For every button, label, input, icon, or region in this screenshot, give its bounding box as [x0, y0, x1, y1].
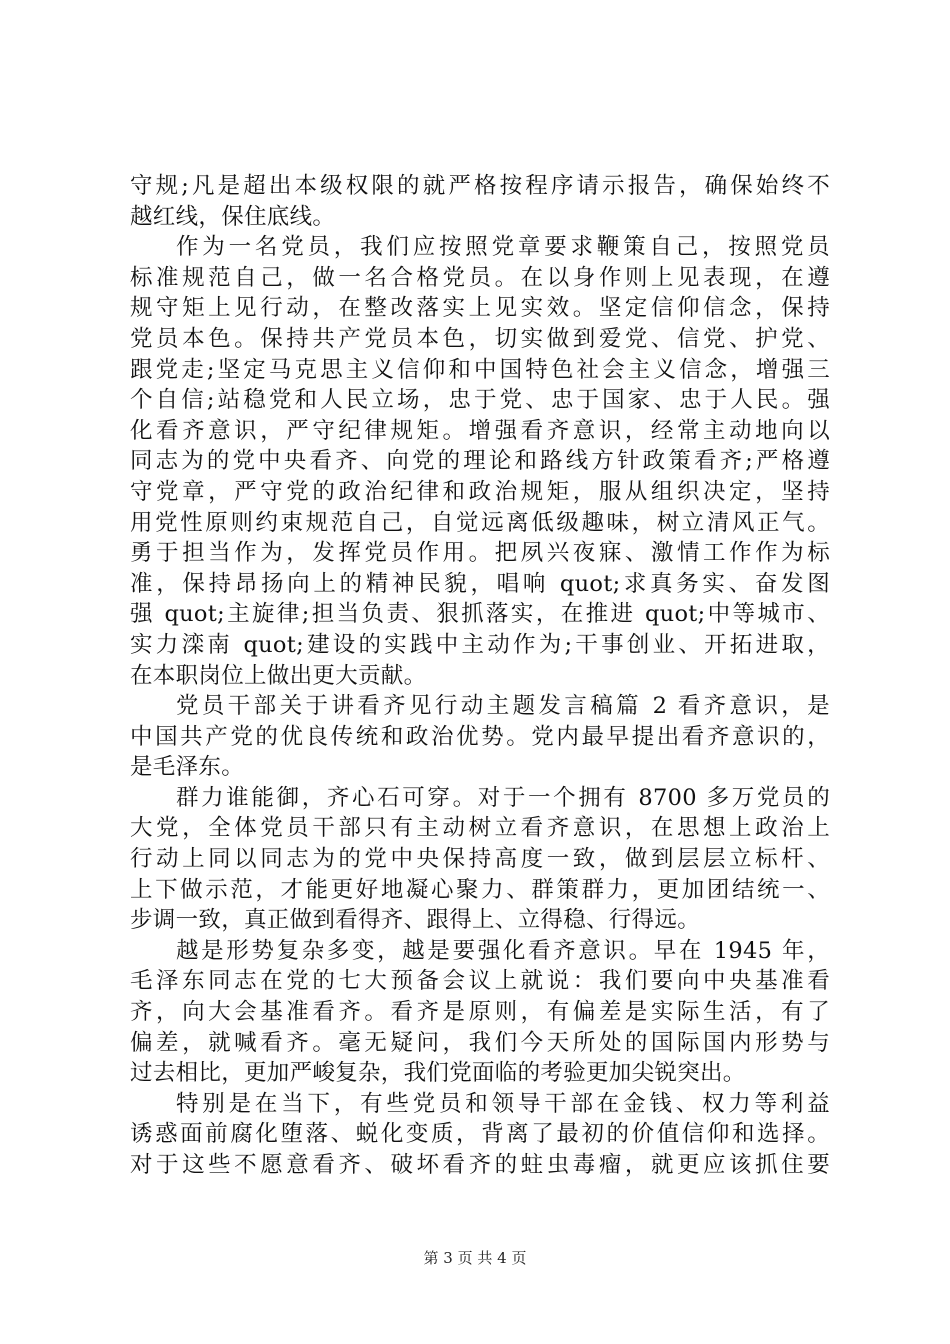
page-footer: 第 3 页 共 4 页 — [423, 1249, 527, 1267]
text-line: 准，保持昂扬向上的精神民貌，唱响 quot;求真务实、奋发图 — [130, 570, 830, 597]
text-line: 是毛泽东。 — [130, 754, 245, 781]
text-line: 过去相比，更加严峻复杂，我们党面临的考验更加尖锐突出。 — [130, 1060, 746, 1087]
text-line: 作为一名党员，我们应按照党章要求鞭策自己，按照党员 — [176, 234, 830, 261]
text-line: 群力谁能御，齐心石可穿。对于一个拥有 8700 多万党员的 — [176, 784, 830, 811]
text-line: 越红线，保住底线。 — [130, 203, 336, 230]
text-line: 偏差，就喊看齐。毫无疑问，我们今天所处的国际国内形势与 — [130, 1029, 830, 1056]
text-line: 中国共产党的优良传统和政治优势。党内最早提出看齐意识的， — [130, 723, 830, 750]
text-line: 标准规范自己，做一名合格党员。在以身作则上见表现，在遵 — [130, 264, 830, 291]
text-line: 强 quot;主旋律;担当负责、狠抓落实，在推进 quot;中等城市、 — [130, 601, 830, 628]
text-line: 党员干部关于讲看齐见行动主题发言稿篇 2 看齐意识，是 — [176, 693, 830, 720]
text-line: 在本职岗位上做出更大贡献。 — [130, 662, 427, 689]
text-line: 勇于担当作为，发挥党员作用。把夙兴夜寐、激情工作作为标 — [130, 540, 830, 567]
text-line: 用党性原则约束规范自己，自觉远离低级趣味，树立清风正气。 — [130, 509, 830, 536]
text-line: 化看齐意识，严守纪律规矩。增强看齐意识，经常主动地向以 — [130, 417, 830, 444]
text-line: 同志为的党中央看齐、向党的理论和路线方针政策看齐;严格遵 — [130, 448, 830, 475]
text-line: 毛泽东同志在党的七大预备会议上就说：我们要向中央基准看 — [130, 968, 830, 995]
document-body — [130, 171, 830, 1181]
text-line: 守规;凡是超出本级权限的就严格按程序请示报告，确保始终不 — [130, 173, 830, 199]
text-line: 党员本色。保持共产党员本色，切实做到爱党、信党、护党、 — [130, 325, 830, 352]
text-line: 上下做示范，才能更好地凝心聚力、群策群力，更加团结统一、 — [130, 876, 830, 903]
text-line: 个自信;站稳党和人民立场，忠于党、忠于国家、忠于人民。强 — [130, 387, 830, 414]
text-line: 大党，全体党员干部只有主动树立看齐意识，在思想上政治上 — [130, 815, 830, 842]
text-line: 对于这些不愿意看齐、破坏看齐的蛀虫毒瘤，就更应该抓住要 — [130, 1152, 830, 1178]
text-line: 跟党走;坚定马克思主义信仰和中国特色社会主义信念，增强三 — [130, 356, 830, 383]
text-line: 行动上同以同志为的党中央保持高度一致，做到层层立标杆、 — [130, 846, 830, 873]
text-line: 诱惑面前腐化堕落、蜕化变质，背离了最初的价值信仰和选择。 — [130, 1121, 830, 1148]
text-line: 步调一致，真正做到看得齐、跟得上、立得稳、行得远。 — [130, 907, 701, 934]
text-line: 守党章，严守党的政治纪律和政治规矩，服从组织决定，坚持 — [130, 478, 830, 505]
text-line: 齐，向大会基准看齐。看齐是原则，有偏差是实际生活，有了 — [130, 999, 830, 1026]
text-line: 规守矩上见行动，在整改落实上见实效。坚定信仰信念，保持 — [130, 295, 830, 322]
text-line: 特别是在当下，有些党员和领导干部在金钱、权力等利益 — [176, 1090, 830, 1117]
text-line: 实力滦南 quot;建设的实践中主动作为;干事创业、开拓进取， — [130, 631, 830, 658]
text-line: 越是形势复杂多变，越是要强化看齐意识。早在 1945 年， — [176, 937, 831, 964]
